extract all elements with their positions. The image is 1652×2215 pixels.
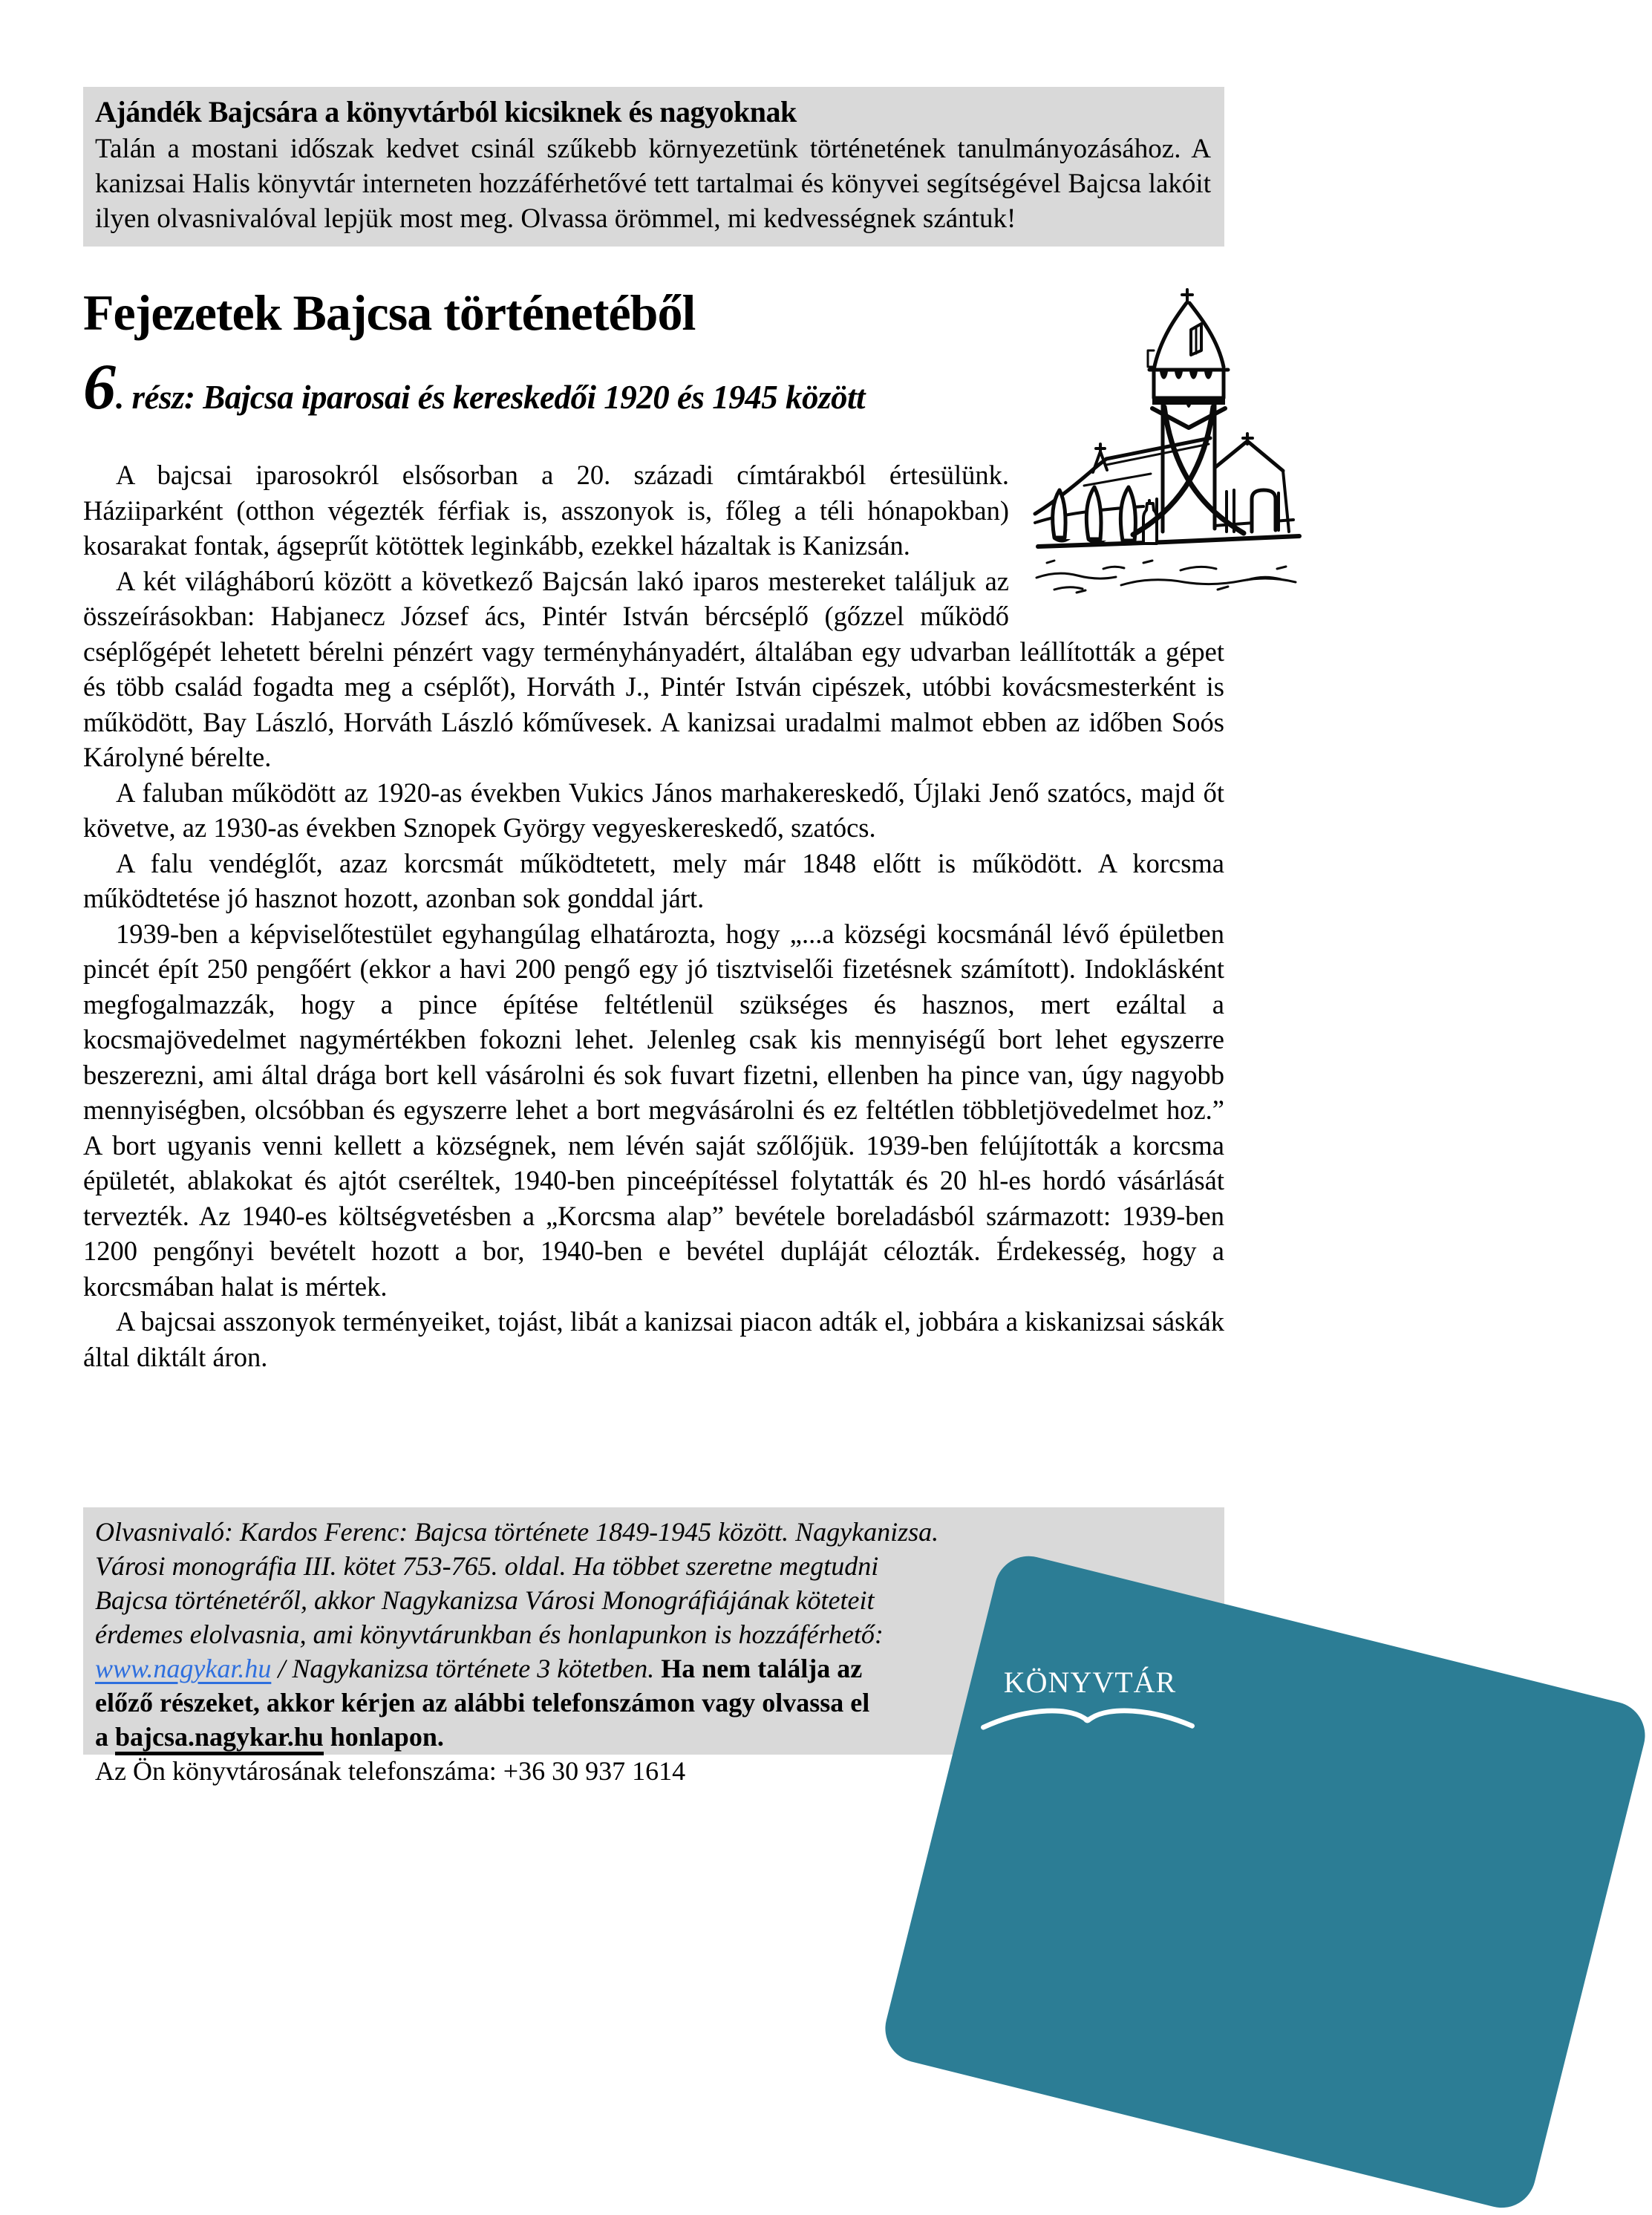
body-paragraph: A két világháború között a következő Bajcsán lakó iparos mestereket találjuk az összeírásokban: Habjanecz József ács, Pintér István bércséplő (gőzzel működő cséplőgépét lehetett bérelni pénzért vagy terményhányadért, általában egy udvarban leállították a gépet és több család fogadta meg a cséplőt), Horváth J., Pintér István cipészek, utóbbi kovácsmesterként is működött, Bay László, Horváth László kőművesek. A kanizsai uradalmi malmot ebben az időben Soós Károlyné bérelte.: [83, 565, 1224, 772]
library-logo-shape: [878, 1549, 1652, 2215]
body-paragraph: 1939-ben a képviselőtestület egyhangúlag elhatározta, hogy „...a községi kocsmánál lévő épületben pincét épít 250 pengőért (ekkor a havi 200 pengő egy jó tisztviselői fizetésnek számított). Indoklásként megfogalmazzák, hogy a pince építése feltétlenül szükséges és hasznos, mert ezáltal a kocsmajövedelmet nagymértékben fokozni lehet. Jelenleg csak kis mennyiségű bort lehet egyszerre beszerezni, ami által drága bort kell vásárolni és sok fuvart fizetni, ellenben ha pince van, úgy nagyobb mennyiségben, olcsóbban és egyszerre lehet a bort megvásárolni és ez feltétlen többletjövedelmet hoz.” A bort ugyanis venni kellett a községnek, nem lévén saját szőlőjük. 1939-ben felújították a korcsma épületét, ablakokat és ajtót cseréltek, 1940-ben pinceépítéssel folytatták és 20 hl-es hordó vásárlását tervezték. Az 1940-es költségvetésben a „Korcsma alap” bevétele boreladásból származott: 1939-ben 1200 pengőnyi bevételt hozott a bor, 1940-ben e bevétel dupláját célozták. Érdekesség, hogy a korcsmában halat is mértek.: [83, 918, 1224, 1302]
library-logo-label: KÖNYVTÁR: [1003, 1666, 1177, 1699]
body-paragraph: A bajcsai iparosokról elsősorban a 20. századi címtárakból értesülünk. Háziiparként (otthon végezték férfiak is, asszonyok is, főleg a téli hónapokban) kosarakat fontak, ágseprűt kötöttek leginkább, ezekkel házaltak is Kanizsán.: [83, 460, 1009, 561]
nagykar-link[interactable]: www.nagykar.hu: [95, 1654, 272, 1683]
announcement-text: Talán a mostani időszak kedvet csinál szűkebb környezetünk történetének tanulmányozásához. A kanizsai Halis könyvtár interneten hozzáférhetővé tett tartalmai és könyvei segítségével Bajcsa lakóit ilyen olvasnivalóval lepjük most meg. Olvassa örömmel, mi kedvességnek szántuk!: [95, 134, 1211, 234]
reading-intro: Olvasnivaló: Kardos Ferenc: Bajcsa története 1849-1945 között. Nagykanizsa. Városi monográfia III. kötet 753-765. oldal. Ha többet szeretne megtudni Bajcsa történetéről, akkor Nagykanizsa Városi Monográfiájának köteteit érdemes elolvasnia, ami könyvtárunkban és honlapunkon is hozzáférhető:: [95, 1517, 939, 1649]
article-body: [83, 457, 1224, 1374]
article-subtitle: [83, 351, 865, 423]
church-wrap-spacer: [1009, 457, 1224, 602]
reading-bold-tail: honlapon.: [323, 1722, 444, 1752]
reading-bold: Ha nem találja az előző részeket, akkor kérjen az alábbi telefonszámon vagy olvassa el a: [95, 1654, 870, 1752]
body-paragraph: A bajcsai asszonyok terményeiket, tojást, libát a kanizsai piacon adták el, jobbára a kiskanizsai sáskák által diktált áron.: [83, 1306, 1224, 1372]
body-paragraph: A faluban működött az 1920-as években Vukics János marhakereskedő, Újlaki Jenő szatócs, majd őt követve, az 1930-as években Sznopek György vegyeskereskedő, szatócs.: [83, 777, 1224, 843]
open-book-icon: [974, 1699, 1201, 1732]
librarian-phone-line: Az Ön könyvtárosának telefonszáma: +36 30 937 1614: [95, 1756, 686, 1786]
part-number: 6: [83, 351, 116, 423]
announcement-box: [83, 87, 1224, 247]
body-paragraph: A falu vendéglőt, azaz korcsmát működtetett, mely már 1848 előtt is működött. A korcsma működtetése jó hasznot hozott, azonban sok gonddal járt.: [83, 847, 1224, 913]
subtitle-text: . rész: Bajcsa iparosai és kereskedői 1920 és 1945 között: [116, 379, 865, 416]
announcement-title: Ajándék Bajcsára a könyvtárból kicsiknek és nagyoknak: [95, 95, 797, 128]
reading-mid: / Nagykanizsa története 3 kötetben.: [271, 1654, 662, 1683]
page-title: Fejezetek Bajcsa történetéből: [83, 284, 696, 341]
bajcsa-nagykar-link[interactable]: bajcsa.nagykar.hu: [115, 1722, 324, 1755]
reading-suggestion-box: [83, 1507, 1224, 1786]
